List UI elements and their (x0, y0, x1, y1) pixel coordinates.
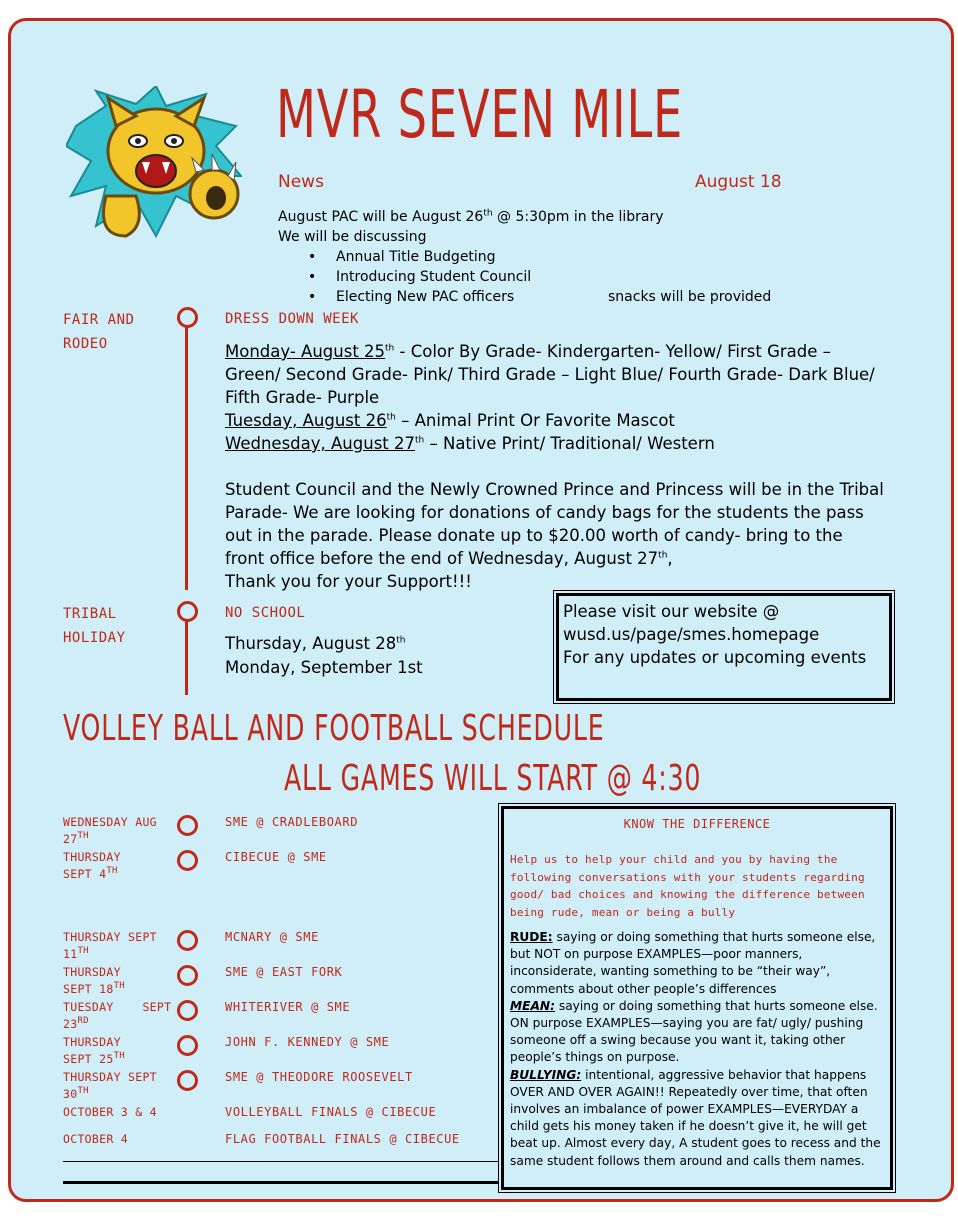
schedule-date: WEDNESDAY AUG 27TH (63, 815, 157, 846)
schedule-game: CIBECUE @ SME (225, 850, 327, 864)
schedule-date: THURSDAY SEPT 30TH (63, 1070, 157, 1101)
finals-game: FLAG FOOTBALL FINALS @ CIBECUE (225, 1132, 460, 1146)
schedule-date: TUESDAY SEPT 23RD (63, 1000, 172, 1031)
finals-date: OCTOBER 4 (63, 1132, 129, 1146)
tuesday-item: Tuesday, August 26th – Animal Print Or Favorite Mascot (225, 411, 675, 430)
timeline-line-fair (185, 325, 188, 590)
issue-date: August 18 (695, 172, 782, 192)
schedule-marker (177, 965, 198, 986)
finals-date: OCTOBER 3 & 4 (63, 1105, 157, 1119)
know-difference-box (498, 803, 896, 1193)
list-item: • Electing New PAC officers (278, 287, 838, 307)
snacks-note: snacks will be provided (608, 289, 772, 305)
bullying-definition: BULLYING: intentional, aggressive behavior that happens OVER AND OVER AGAIN!! Repeatedly over time, that often involves an imbalance of power EXAMPLES—EVERYDAY a child gets his money taken if he doesn’t give it, he will get beat up. Almost every day, A student goes to recess and the same student follows them around and calls them names. (510, 1067, 881, 1168)
mean-definition: MEAN: saying or doing something that hurts someone else. ON purpose EXAMPLES—saying you are fat/ ugly/ pushing someone off a swing because you want it, taking other people’s things on purpose. (510, 998, 878, 1065)
pac-line-1: August PAC will be August 26th @ 5:30pm in the library (278, 208, 664, 225)
timeline-marker-tribal (177, 601, 198, 622)
schedule-marker (177, 850, 198, 871)
rude-definition: RUDE: saying or doing something that hurts someone else, but NOT on purpose EXAMPLES—poor manners, inconsiderate, wanting something to be “their way”, comments about other people’s differences (510, 930, 876, 996)
schedule-game: JOHN F. KENNEDY @ SME (225, 1035, 390, 1049)
schedule-date: THURSDAY SEPT 18TH (63, 965, 126, 996)
schedule-title: VOLLEY BALL AND FOOTBALL SCHEDULE (63, 708, 605, 749)
website-line-1: Please visit our website @ (563, 602, 780, 621)
schedule-game: SME @ THEODORE ROOSEVELT (225, 1070, 413, 1084)
council-paragraph: Student Council and the Newly Crowned Prince and Princess will be in the Tribal Parade- We are looking for donations of candy bags for the students the pass out in the parade. Please donate up to $20.00 worth of candy- bring to the front office before the end of Wednesday, August 27th, (225, 480, 884, 568)
list-item: • Annual Title Budgeting (278, 247, 838, 267)
newsletter-title: MVR SEVEN MILE (276, 76, 684, 153)
wednesday-item: Wednesday, August 27th – Native Print/ Traditional/ Western (225, 434, 715, 453)
schedule-game: MCNARY @ SME (225, 930, 319, 944)
no-school-dates: Thursday, August 28th Monday, September 1st (225, 634, 423, 677)
schedule-game: WHITERIVER @ SME (225, 1000, 351, 1014)
schedule-date: THURSDAY SEPT 25TH (63, 1035, 126, 1066)
schedule-marker (177, 815, 198, 836)
schedule-marker (177, 1070, 198, 1091)
schedule-marker (177, 930, 198, 951)
fair-label: FAIR AND RODEO (63, 312, 135, 352)
schedule-marker (177, 1035, 198, 1056)
pac-line-2: We will be discussing (278, 229, 427, 245)
wildcat-mascot-logo (66, 86, 242, 246)
divider (63, 1161, 499, 1162)
news-label: News (278, 172, 324, 192)
schedule-game: SME @ CRADLEBOARD (225, 815, 359, 829)
schedule-date: THURSDAY SEPT 4TH (63, 850, 121, 881)
timeline-line-tribal (185, 615, 188, 695)
tribal-label: TRIBAL HOLIDAY (63, 606, 126, 646)
website-box (553, 590, 895, 704)
divider (63, 1181, 499, 1184)
schedule-subtitle: ALL GAMES WILL START @ 4:30 (284, 758, 702, 799)
schedule-marker (177, 1000, 198, 1021)
difference-intro: Help us to help your child and you by having the following conversations with your students regarding good/ bad choices and knowing the difference between being rude, mean or being a bully (510, 853, 865, 919)
thanks-line: Thank you for your Support!!! (225, 572, 472, 591)
website-line-3: For any updates or upcoming events (563, 648, 867, 667)
list-item: • Introducing Student Council (278, 267, 838, 287)
monday-item: Monday- August 25th - Color By Grade- Kindergarten- Yellow/ First Grade – Green/ Second Grade- Pink/ Third Grade – Light Blue/ Fourth Grade- Dark Blue/ Fifth Grade- Purple (225, 342, 875, 407)
finals-game: VOLLEYBALL FINALS @ CIBECUE (225, 1105, 437, 1119)
dress-down-details (225, 340, 885, 593)
timeline-marker-fair (177, 307, 198, 328)
dress-down-heading: DRESS DOWN WEEK (225, 311, 359, 327)
difference-definitions (510, 929, 890, 1170)
no-school-heading: NO SCHOOL (225, 605, 306, 621)
schedule-game: SME @ EAST FORK (225, 965, 343, 979)
website-url[interactable]: wusd.us/page/smes.homepage (563, 625, 820, 644)
schedule-date: THURSDAY SEPT 11TH (63, 930, 157, 961)
difference-title: KNOW THE DIFFERENCE (623, 817, 771, 831)
